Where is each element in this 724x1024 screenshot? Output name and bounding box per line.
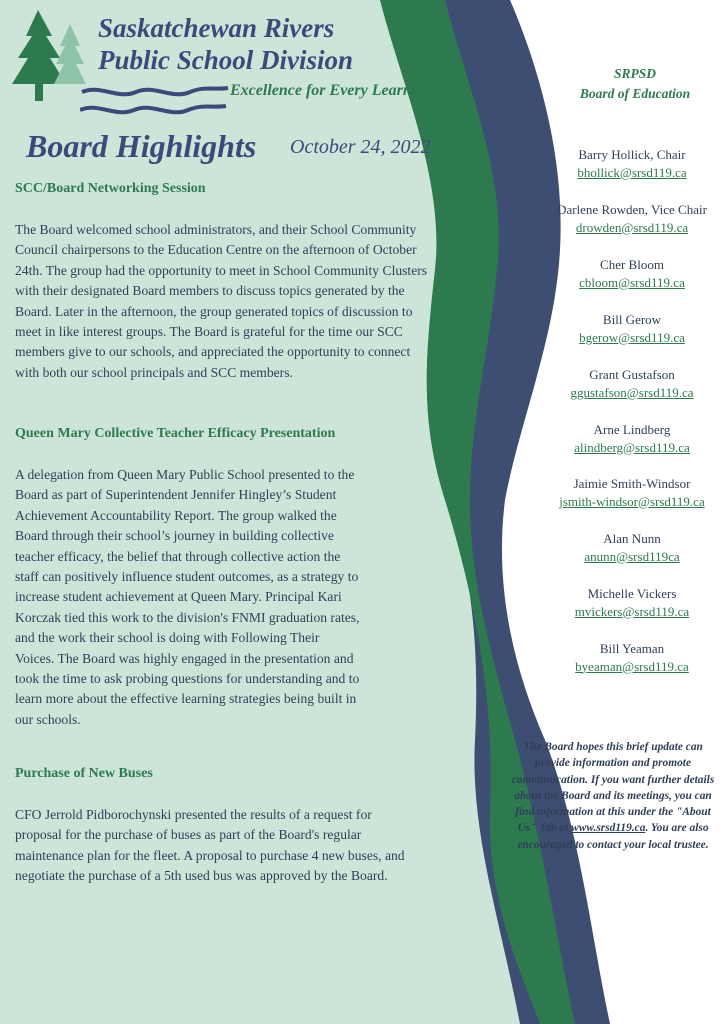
text-line: Voices. The Board was highly engaged in the presentation and [15, 650, 354, 666]
text-line: proposal for the purchase of buses as part of the Board's regular [15, 827, 362, 843]
board-member [540, 256, 724, 291]
member-email-link[interactable]: anunn@srsd119ca [584, 548, 680, 564]
member-email-link[interactable]: jsmith-windsor@srsd119.ca [559, 493, 705, 509]
text-line: 24th. The group had the opportunity to meet in School Community Clusters [15, 262, 428, 278]
section-body-queen-mary [15, 465, 360, 730]
website-link[interactable]: www.srsd119.ca [571, 822, 646, 835]
member-email-link[interactable]: mvickers@srsd119.ca [574, 603, 690, 619]
text-line: staff can positively influence student outcomes, as a strategy to [15, 569, 359, 585]
text-line: our schools. [15, 711, 81, 727]
member-name: Grant Gustafson [589, 367, 675, 382]
section-heading-buses: Purchase of New Buses [15, 766, 153, 781]
text-line: and the work their school is doing with Following Their [15, 630, 320, 646]
board-member [540, 530, 724, 565]
text-line: Korczak tied this work to the division's FNMI graduation rates, [15, 609, 360, 625]
text-line: Board through their school’s journey in building collective [15, 528, 335, 544]
text-line: Council chairpersons to the Education Centre on the afternoon of October [15, 242, 417, 258]
text-line: learn more about the effective learning strategies being built in [15, 691, 357, 707]
member-name: Arne Lindberg [593, 422, 671, 437]
member-email-link[interactable]: drowden@srsd119.ca [575, 219, 689, 235]
text-line: Achievement Accountability Report. The group walked the [15, 507, 337, 523]
member-name: Darlene Rowden, Vice Chair [557, 202, 707, 217]
contact-note [510, 739, 716, 853]
member-email-link[interactable]: ggustafson@srsd119.ca [570, 384, 694, 400]
text-line: CFO Jerrold Pidborochynski presented the results of a request for [15, 807, 372, 822]
river-waves-logo [80, 78, 230, 118]
text-line: negotiate the purchase of a 5th used bus was approved by the Board. [15, 868, 388, 884]
text-line: teacher efficacy, the belief that through collective action the [15, 548, 341, 564]
text-line: maintenance plan for the fleet. A proposal to purchase 4 new buses, and [15, 847, 405, 863]
board-member [540, 585, 724, 620]
page-title: Board Highlights [26, 128, 257, 164]
text-line: took the time to ask probing questions for understanding and to [15, 671, 360, 687]
member-name: Cher Bloom [600, 257, 664, 272]
section-body-networking [15, 220, 427, 383]
text-line: Board as part of Superintendent Jennifer Hingley’s Student [15, 487, 337, 503]
sidebar-title-line2: Board of Education [579, 86, 691, 101]
text-line: A delegation from Queen Mary Public School presented to the [15, 467, 355, 482]
text-line: with their designated Board members to discuss topics generated by the [15, 283, 405, 299]
board-member [540, 475, 724, 510]
board-member [540, 146, 724, 181]
member-name: Bill Gerow [602, 312, 662, 327]
organization-name-line1: Saskatchewan Rivers [98, 13, 335, 43]
text-line: with both our school principals and SCC members. [15, 364, 293, 380]
issue-date: October 24, 2022 [290, 136, 431, 158]
member-name: Jaimie Smith-Windsor [573, 476, 691, 491]
member-name: Bill Yeaman [599, 641, 665, 656]
member-email-link[interactable]: alindberg@srsd119.ca [574, 439, 690, 455]
text-line: members give to our schools, and appreciated the opportunity to connect [15, 344, 411, 360]
board-member [540, 640, 724, 675]
section-heading-queen-mary: Queen Mary Collective Teacher Efficacy Presentation [15, 426, 336, 441]
board-member [540, 421, 724, 456]
member-email-link[interactable]: bgerow@srsd119.ca [579, 329, 685, 345]
organization-name-line2: Public School Division [98, 45, 354, 75]
text-line: meet in like interest groups. The Board is grateful for the time our SCC [15, 324, 403, 340]
note-text-before: The Board hopes this brief update can provide information and promote communication. If you want further details about the Board and its meetings, you can find information at this under the "About Us" Tab at [511, 741, 715, 835]
member-email-link[interactable]: cbloom@srsd119.ca [579, 274, 685, 290]
section-body-buses [15, 805, 405, 887]
note-text-after: . You are also encouraged to contact your local trustee. [517, 822, 709, 851]
member-email-link[interactable]: bhollick@srsd119.ca [577, 164, 687, 180]
text-line: Board. Later in the afternoon, the group generated topics of discussion to [15, 303, 413, 319]
board-member [540, 366, 724, 401]
board-member [540, 201, 724, 236]
sidebar-title [555, 64, 715, 104]
member-email-link[interactable]: byeaman@srsd119.ca [575, 658, 689, 674]
motto: Excellence for Every Learner [230, 82, 426, 99]
member-name: Barry Hollick, Chair [578, 147, 686, 162]
member-name: Alan Nunn [603, 531, 661, 546]
text-line: increase student achievement at Queen Mary. Principal Kari [15, 589, 342, 605]
text-line: The Board welcomed school administrators, and their School Community [15, 222, 417, 237]
board-member [540, 311, 724, 346]
sidebar-title-line1: SRPSD [613, 66, 657, 81]
member-name: Michelle Vickers [587, 586, 677, 601]
section-heading-networking: SCC/Board Networking Session [15, 181, 206, 196]
